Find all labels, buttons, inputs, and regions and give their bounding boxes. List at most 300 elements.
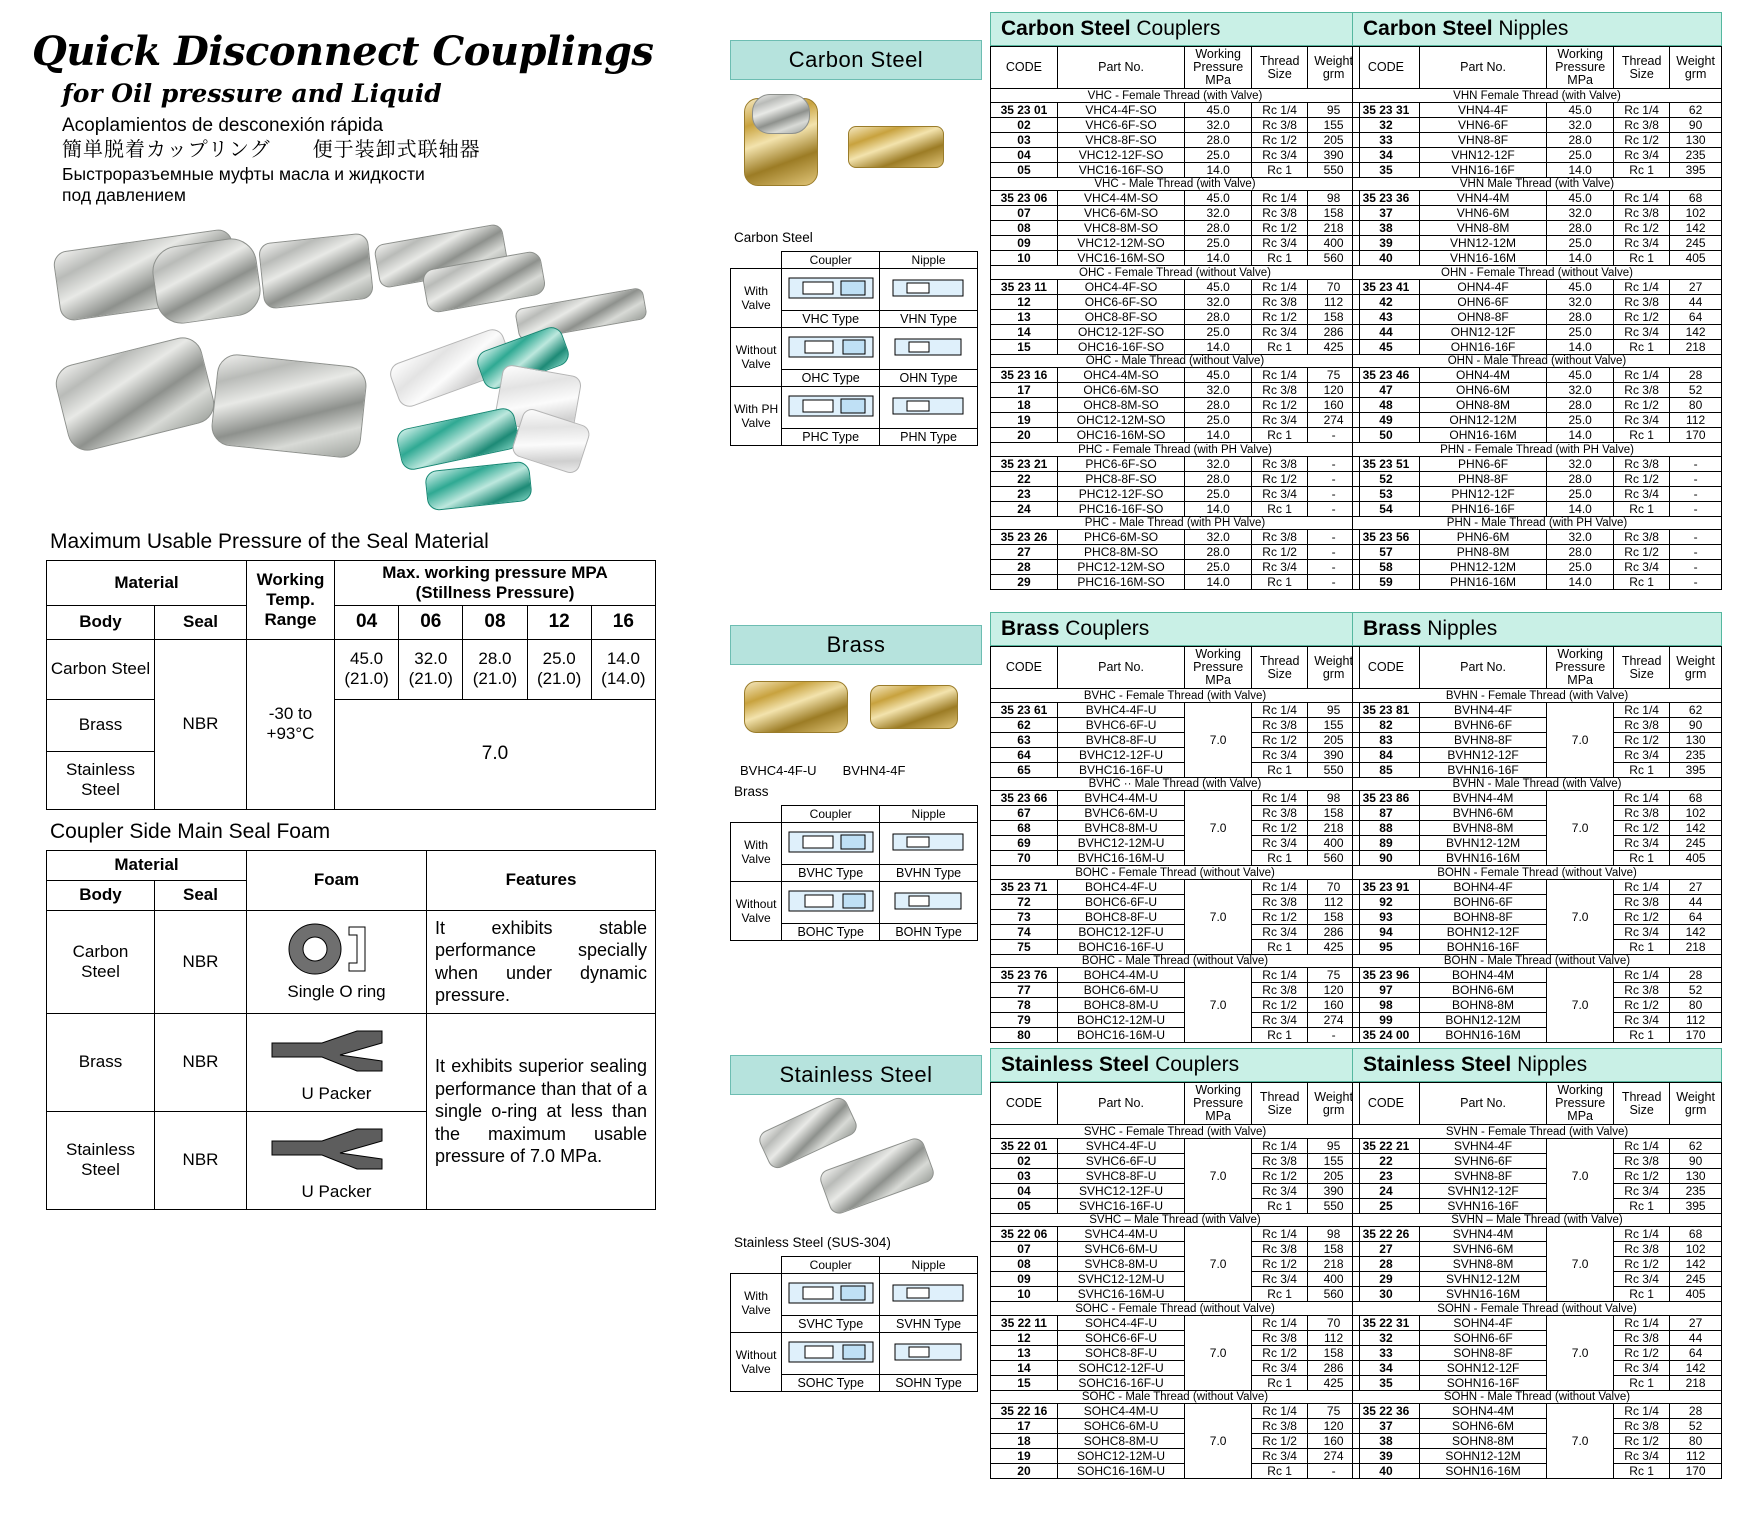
table-row[interactable] [991, 1028, 1360, 1043]
table-row[interactable] [1353, 132, 1722, 147]
table-row[interactable] [1353, 1375, 1722, 1390]
table-row[interactable] [991, 1315, 1360, 1330]
table-row[interactable] [991, 1345, 1360, 1360]
cell-thread-size: Rc 3/8 [1614, 1242, 1670, 1257]
table-row[interactable] [1353, 1028, 1722, 1043]
table-row[interactable] [991, 1330, 1360, 1345]
cell-thread-size: Rc 1/2 [1614, 1257, 1670, 1272]
cell-code: 32 [1353, 1330, 1420, 1345]
cell-thread-size: Rc 3/8 [1252, 1419, 1308, 1434]
table-row[interactable] [1353, 968, 1722, 983]
cell-code: 19 [991, 413, 1058, 428]
diagram-bohc [782, 882, 880, 924]
table-row[interactable] [1353, 575, 1722, 590]
table-row[interactable] [991, 428, 1360, 443]
cell-part-no: PHC8-8M-SO [1057, 545, 1184, 560]
cell-working-pressure: 7.0 [1547, 1315, 1614, 1390]
table-row[interactable] [1353, 383, 1722, 398]
table-row[interactable] [1353, 339, 1722, 354]
table-row[interactable] [1353, 251, 1722, 266]
table-row[interactable] [1353, 998, 1722, 1013]
table-row[interactable] [1353, 162, 1722, 177]
cell-part-no: VHN8-8M [1419, 221, 1546, 236]
brass-couplers-banner [990, 612, 1360, 646]
group-header-row [991, 866, 1360, 880]
cell-part-no: PHN6-6M [1419, 530, 1546, 545]
diagram-sohn [880, 1333, 978, 1375]
table-row[interactable] [1353, 1183, 1722, 1198]
cell-weight: 155 [1308, 717, 1360, 732]
cell-code: 70 [991, 851, 1058, 866]
cell-part-no: SVHC8-8M-U [1057, 1257, 1184, 1272]
table-row[interactable] [1353, 821, 1722, 836]
table-row[interactable] [1353, 1464, 1722, 1479]
table-row[interactable] [991, 368, 1360, 383]
diagram-vhn [880, 269, 978, 311]
cell-thread-size: Rc 3/4 [1614, 1272, 1670, 1287]
cell-weight: 274 [1308, 413, 1360, 428]
cell-weight: 95 [1308, 102, 1360, 117]
table-row[interactable] [1353, 1257, 1722, 1272]
table-row[interactable] [1353, 702, 1722, 717]
cell-part-no: OHC4-4F-SO [1057, 279, 1184, 294]
th-pressure: Working Pressure MPa [1185, 1083, 1252, 1125]
th-size-04: 04 [335, 605, 399, 639]
cell-code: 34 [1353, 1360, 1420, 1375]
table-row[interactable] [1353, 732, 1722, 747]
table-row[interactable] [991, 545, 1360, 560]
table-row[interactable] [1353, 1287, 1722, 1302]
cell-part-no: BOHC16-16M-U [1057, 1028, 1184, 1043]
cell-part-no: OHN4-4M [1419, 368, 1546, 383]
table-row[interactable] [991, 1198, 1360, 1213]
cell-part-no: SOHC8-8M-U [1057, 1434, 1184, 1449]
cell-weight: 80 [1670, 998, 1722, 1013]
table-row [731, 328, 978, 370]
table-row[interactable] [1353, 545, 1722, 560]
cell-thread-size: Rc 1 [1252, 251, 1308, 266]
cell-thread-size: Rc 3/8 [1252, 206, 1308, 221]
table-row[interactable] [991, 1360, 1360, 1375]
table-row[interactable] [991, 821, 1360, 836]
cell-thread-size: Rc 3/8 [1614, 983, 1670, 998]
banner-material: Stainless Steel [1001, 1053, 1150, 1076]
cell-part-no: SVHN6-6M [1419, 1242, 1546, 1257]
cell-working-pressure: 14.0 [1547, 428, 1614, 443]
nipple-section-icon [883, 1275, 975, 1311]
table-row[interactable] [1353, 368, 1722, 383]
group-header-row [1353, 954, 1722, 968]
table-row[interactable] [991, 983, 1360, 998]
cell-code: 35 23 81 [1353, 702, 1420, 717]
foam-label-stainless: U Packer [301, 1181, 372, 1201]
table-row[interactable] [991, 279, 1360, 294]
cell-thread-size: Rc 3/8 [1252, 1330, 1308, 1345]
cell-code: 35 23 91 [1353, 879, 1420, 894]
table-row[interactable] [1353, 806, 1722, 821]
table-row[interactable] [991, 1464, 1360, 1479]
table-row[interactable] [991, 924, 1360, 939]
cell-working-pressure: 7.0 [1547, 791, 1614, 866]
cell-weight: 142 [1670, 221, 1722, 236]
cell-thread-size: Rc 1/2 [1614, 471, 1670, 486]
cell-code: 45 [1353, 339, 1420, 354]
table-row[interactable] [991, 1183, 1360, 1198]
cell-weight: 98 [1308, 1227, 1360, 1242]
table-row[interactable] [1353, 117, 1722, 132]
table-row[interactable] [1353, 428, 1722, 443]
cell-working-pressure: 14.0 [1185, 162, 1252, 177]
table-row[interactable] [991, 1404, 1360, 1419]
cell-weight: 52 [1670, 1419, 1722, 1434]
type-name-phc: PHC Type [782, 429, 880, 446]
cell-thread-size: Rc 1 [1252, 762, 1308, 777]
carbon-steel-photo [730, 86, 982, 226]
cell-weight: - [1308, 545, 1360, 560]
cell-cs-08: 28.0 (21.0) [463, 639, 527, 699]
table-row[interactable] [991, 471, 1360, 486]
th-thread: Thread Size [1252, 647, 1308, 689]
cell-weight: 112 [1308, 1330, 1360, 1345]
table-row[interactable] [1353, 1434, 1722, 1449]
table-row[interactable] [1353, 1419, 1722, 1434]
table-row[interactable] [1353, 1242, 1722, 1257]
cell-code: 22 [1353, 1153, 1420, 1168]
table-row[interactable] [991, 1168, 1360, 1183]
cell-code: 35 23 36 [1353, 191, 1420, 206]
table-row[interactable] [991, 851, 1360, 866]
cell-weight: 64 [1670, 309, 1722, 324]
table-row[interactable] [1353, 879, 1722, 894]
banner-kind: Couplers [1059, 617, 1150, 640]
table-row[interactable] [991, 762, 1360, 777]
row-label-without-valve: Without Valve [731, 1333, 782, 1392]
table-row[interactable] [1353, 894, 1722, 909]
table-row[interactable] [1353, 147, 1722, 162]
cell-foam-upacker-brass [247, 1013, 427, 1111]
cell-working-pressure: 7.0 [1547, 1404, 1614, 1479]
cell-working-pressure: 25.0 [1185, 413, 1252, 428]
cell-part-no: BVHN6-6M [1419, 806, 1546, 821]
foam-label-brass: U Packer [301, 1083, 372, 1103]
cell-part-no: SOHC8-8F-U [1057, 1345, 1184, 1360]
cell-code: 03 [991, 1168, 1058, 1183]
cell-code: 35 23 96 [1353, 968, 1420, 983]
cell-thread-size: Rc 1/2 [1614, 221, 1670, 236]
th-weight: Weight grm [1670, 1083, 1722, 1125]
cell-working-pressure: 25.0 [1547, 560, 1614, 575]
table-row[interactable] [1353, 909, 1722, 924]
cell-code: 93 [1353, 909, 1420, 924]
cell-code: 73 [991, 909, 1058, 924]
table-row[interactable] [1353, 398, 1722, 413]
table-row[interactable] [991, 251, 1360, 266]
table-row[interactable] [991, 236, 1360, 251]
cell-code: 62 [991, 717, 1058, 732]
cell-working-pressure: 14.0 [1547, 575, 1614, 590]
cell-thread-size: Rc 1/2 [1252, 732, 1308, 747]
th-code: CODE [991, 647, 1058, 689]
table-row[interactable] [1353, 294, 1722, 309]
cell-thread-size: Rc 1/4 [1614, 1315, 1670, 1330]
table-row[interactable] [991, 1434, 1360, 1449]
cell-thread-size: Rc 3/4 [1252, 1272, 1308, 1287]
cell-weight: 70 [1308, 879, 1360, 894]
cell-code: 47 [1353, 383, 1420, 398]
table-row[interactable] [1353, 1360, 1722, 1375]
table-row[interactable] [1353, 747, 1722, 762]
table-row[interactable] [1353, 560, 1722, 575]
table-row[interactable] [991, 324, 1360, 339]
table-row[interactable] [1353, 501, 1722, 516]
table-row[interactable] [991, 836, 1360, 851]
table-row[interactable] [991, 1153, 1360, 1168]
table-row[interactable] [991, 894, 1360, 909]
row-label-with-ph-valve: With PH Valve [731, 387, 782, 446]
cell-thread-size: Rc 1/4 [1252, 102, 1308, 117]
cell-code: 94 [1353, 924, 1420, 939]
table-row[interactable] [1353, 324, 1722, 339]
cell-code: 85 [1353, 762, 1420, 777]
table-row[interactable] [1353, 530, 1722, 545]
table-row[interactable] [991, 1375, 1360, 1390]
cell-working-pressure: 32.0 [1547, 383, 1614, 398]
cell-code: 37 [1353, 206, 1420, 221]
table-row[interactable] [991, 221, 1360, 236]
table-row[interactable] [991, 747, 1360, 762]
table-row[interactable] [1353, 924, 1722, 939]
banner-kind: Nipples [1492, 17, 1569, 40]
th-coupler: Coupler [782, 806, 880, 823]
table-row[interactable] [1353, 791, 1722, 806]
table-row[interactable] [1353, 1168, 1722, 1183]
table-row[interactable] [991, 968, 1360, 983]
cell-code: 28 [991, 560, 1058, 575]
cell-code: 83 [1353, 732, 1420, 747]
table-row[interactable] [991, 456, 1360, 471]
table-row[interactable] [991, 1419, 1360, 1434]
cell-thread-size: Rc 1 [1252, 1464, 1308, 1479]
table-row[interactable] [1353, 413, 1722, 428]
table-row[interactable] [991, 339, 1360, 354]
cell-code: 54 [1353, 501, 1420, 516]
table-row[interactable] [1353, 236, 1722, 251]
cell-part-no: SOHC16-16M-U [1057, 1464, 1184, 1479]
table-row[interactable] [1353, 717, 1722, 732]
table-row[interactable] [1353, 983, 1722, 998]
cell-weight: 405 [1670, 251, 1722, 266]
cell-part-no: BOHN6-6F [1419, 894, 1546, 909]
table-row[interactable] [991, 1013, 1360, 1028]
table-row[interactable] [991, 1242, 1360, 1257]
cell-part-no: VHC6-6F-SO [1057, 117, 1184, 132]
table-row[interactable] [991, 1257, 1360, 1272]
table-row[interactable] [991, 294, 1360, 309]
diagram-ohc [782, 328, 880, 370]
carbon-steel-photo-caption: Carbon Steel [734, 230, 813, 245]
table-header-row [991, 47, 1360, 89]
th-weight: Weight grm [1670, 647, 1722, 689]
cell-cs-16: 14.0 (14.0) [591, 639, 655, 699]
table-row[interactable] [991, 1287, 1360, 1302]
cell-code: 12 [991, 1330, 1058, 1345]
table-row[interactable] [991, 717, 1360, 732]
cell-thread-size: Rc 3/8 [1252, 117, 1308, 132]
cell-part-no: BOHN6-6M [1419, 983, 1546, 998]
cell-part-no: SOHN16-16M [1419, 1464, 1546, 1479]
cell-weight: 102 [1670, 806, 1722, 821]
table-row[interactable] [1353, 486, 1722, 501]
table-row[interactable] [991, 1272, 1360, 1287]
cell-part-no: OHN16-16F [1419, 339, 1546, 354]
cell-thread-size: Rc 1/2 [1252, 1345, 1308, 1360]
table-row[interactable] [991, 1227, 1360, 1242]
cell-working-pressure: 32.0 [1547, 530, 1614, 545]
table-row[interactable] [1353, 762, 1722, 777]
table-row[interactable] [1353, 102, 1722, 117]
th-pressure: Working Pressure MPa [1185, 647, 1252, 689]
table-row[interactable] [1353, 836, 1722, 851]
type-name-svhc: SVHC Type [782, 1316, 880, 1333]
cell-part-no: OHN12-12F [1419, 324, 1546, 339]
table-row[interactable] [1353, 851, 1722, 866]
cell-thread-size: Rc 3/4 [1614, 324, 1670, 339]
table-row[interactable] [991, 702, 1360, 717]
stainless-steel-nipples-table [1352, 1082, 1722, 1479]
table-row[interactable] [1353, 191, 1722, 206]
table-row[interactable] [1353, 1345, 1722, 1360]
cell-part-no: SOHN12-12F [1419, 1360, 1546, 1375]
table-row[interactable] [991, 102, 1360, 117]
table-row[interactable] [1353, 1227, 1722, 1242]
cell-part-no: OHN4-4F [1419, 279, 1546, 294]
table-row[interactable] [991, 501, 1360, 516]
cell-code: 04 [991, 147, 1058, 162]
group-header-row [1353, 354, 1722, 368]
cell-part-no: PHN16-16F [1419, 501, 1546, 516]
cell-part-no: SOHN4-4M [1419, 1404, 1546, 1419]
cell-code: 13 [991, 1345, 1058, 1360]
table-row[interactable] [991, 413, 1360, 428]
table-row[interactable] [1353, 456, 1722, 471]
table-row [47, 605, 656, 639]
table-row[interactable] [991, 162, 1360, 177]
table-row[interactable] [991, 117, 1360, 132]
table-row[interactable] [1353, 279, 1722, 294]
table-row[interactable] [991, 791, 1360, 806]
row-label-without-valve: Without Valve [731, 882, 782, 941]
table-header-row [991, 647, 1360, 689]
table-row[interactable] [991, 486, 1360, 501]
cell-working-pressure: 7.0 [1185, 1315, 1252, 1390]
cell-code: 15 [991, 1375, 1058, 1390]
cell-body-brass: Brass [47, 699, 155, 751]
table-row[interactable] [991, 879, 1360, 894]
cell-weight: 395 [1670, 1198, 1722, 1213]
table-row[interactable] [991, 383, 1360, 398]
cell-thread-size: Rc 1 [1614, 162, 1670, 177]
cell-thread-size: Rc 1 [1614, 251, 1670, 266]
table-row[interactable] [991, 132, 1360, 147]
table-row[interactable] [1353, 1449, 1722, 1464]
table-row[interactable] [1353, 1330, 1722, 1345]
table-row[interactable] [991, 806, 1360, 821]
cell-working-pressure: 45.0 [1185, 279, 1252, 294]
empty-corner [731, 252, 782, 269]
cell-weight: 64 [1670, 909, 1722, 924]
cell-thread-size: Rc 3/4 [1614, 747, 1670, 762]
table-row[interactable] [991, 998, 1360, 1013]
table-row[interactable] [1353, 1272, 1722, 1287]
table-row[interactable] [991, 939, 1360, 954]
table-row [731, 1274, 978, 1316]
table-row[interactable] [1353, 1404, 1722, 1419]
table-stainless-steel-couplers [990, 1048, 1360, 1479]
cell-thread-size: Rc 3/8 [1252, 294, 1308, 309]
table-row[interactable] [1353, 1138, 1722, 1153]
cell-weight: 62 [1670, 102, 1722, 117]
group-name: OHN - Male Thread (without Valve) [1353, 354, 1722, 368]
table-row[interactable] [1353, 1153, 1722, 1168]
type-name-ohc: OHC Type [782, 370, 880, 387]
cell-weight: 44 [1670, 894, 1722, 909]
table-row[interactable] [991, 560, 1360, 575]
table-row[interactable] [1353, 1013, 1722, 1028]
cell-code: 10 [991, 251, 1058, 266]
cell-thread-size: Rc 1/2 [1252, 132, 1308, 147]
table-row[interactable] [991, 191, 1360, 206]
table-row[interactable] [991, 575, 1360, 590]
th-seal: Seal [155, 605, 247, 639]
cell-part-no: BVHC12-12F-U [1057, 747, 1184, 762]
cell-part-no: BVHN12-12F [1419, 747, 1546, 762]
cell-thread-size: Rc 3/8 [1614, 894, 1670, 909]
table-row[interactable] [1353, 1315, 1722, 1330]
cell-code: 35 23 16 [991, 368, 1058, 383]
table-row[interactable] [1353, 221, 1722, 236]
table-row[interactable] [991, 1449, 1360, 1464]
cell-working-pressure: 32.0 [1185, 206, 1252, 221]
cell-code: 90 [1353, 851, 1420, 866]
table-row[interactable] [991, 398, 1360, 413]
table-row[interactable] [1353, 206, 1722, 221]
cell-thread-size: Rc 1/2 [1252, 1257, 1308, 1272]
cell-weight: 130 [1670, 1168, 1722, 1183]
table-row[interactable] [991, 732, 1360, 747]
cell-part-no: VHC12-12M-SO [1057, 236, 1184, 251]
cell-part-no: SVHC6-6F-U [1057, 1153, 1184, 1168]
cell-thread-size: Rc 1 [1252, 1375, 1308, 1390]
type-name-vhn: VHN Type [880, 311, 978, 328]
table-row[interactable] [991, 147, 1360, 162]
table-row[interactable] [1353, 939, 1722, 954]
table-row[interactable] [991, 206, 1360, 221]
table-row[interactable] [991, 309, 1360, 324]
table-row[interactable] [1353, 309, 1722, 324]
cell-code: 65 [991, 762, 1058, 777]
cell-thread-size: Rc 1 [1614, 1375, 1670, 1390]
table-row[interactable] [1353, 1198, 1722, 1213]
table-row[interactable] [1353, 471, 1722, 486]
table-row[interactable] [991, 530, 1360, 545]
cell-weight: 274 [1308, 1013, 1360, 1028]
table-row[interactable] [991, 909, 1360, 924]
type-name-ohn: OHN Type [880, 370, 978, 387]
cell-thread-size: Rc 1/2 [1614, 732, 1670, 747]
cell-part-no: SOHN16-16F [1419, 1375, 1546, 1390]
table-row[interactable] [991, 1138, 1360, 1153]
cell-thread-size: Rc 3/4 [1252, 147, 1308, 162]
